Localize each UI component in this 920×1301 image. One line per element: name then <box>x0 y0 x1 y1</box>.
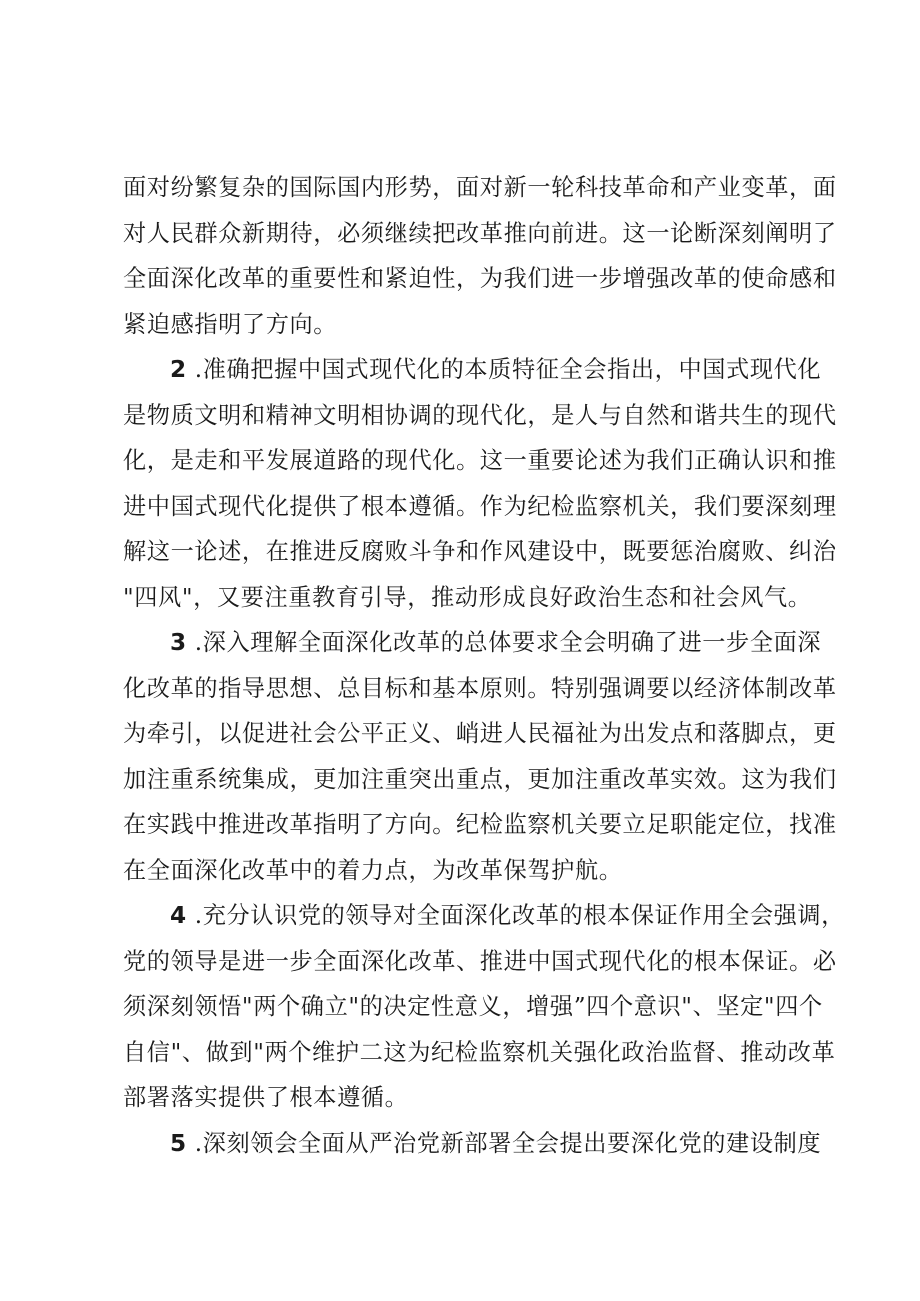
text-line: 紧迫感指明了方向。 <box>123 310 338 338</box>
text-line: 部署落实提供了根本遵循。 <box>123 1084 409 1111</box>
text-line: 化改革的指导思想、总目标和基本原则。特别强调要以经济体制改革 <box>123 674 837 702</box>
text-line: 解这一论述，在推进反腐败斗争和作风建设中，既要惩治腐败、纠治 <box>123 538 837 565</box>
paragraph-section-2 <box>123 347 837 620</box>
text-line <box>123 620 822 666</box>
text-line: 对人民群众新期待，必须继续把改革推向前进。这一论断深刻阐明了 <box>123 219 837 247</box>
section-number: 2 <box>170 356 187 383</box>
text-line: 在全面深化改革中的着力点，为改革保驾护航。 <box>123 856 623 884</box>
text-line: 全面深化改革的重要性和紧迫性，为我们进一步增强改革的使命感和 <box>123 265 837 292</box>
text-line <box>123 347 822 393</box>
section-number: 4 <box>170 902 187 929</box>
text-line: 是物质文明和精神文明相协调的现代化，是人与自然和谐共生的现代 <box>123 401 837 429</box>
text-line: 为牵引，以促进社会公平正义、峭进人民福祉为出发点和落脚点，更 <box>123 720 837 747</box>
paragraph-section-4 <box>123 893 845 1121</box>
section-heading-text: .充分认识党的领导对全面深化改革的根本保证作用全会强调， <box>194 902 845 929</box>
text-line <box>123 1121 822 1167</box>
text-line: 须深刻领悟"两个确立"的决定性意义，增强”四个意识"、坚定"四个 <box>123 993 823 1020</box>
text-line: 在实践中推进改革指明了方向。纪检监察机关要立足职能定位，找准 <box>123 811 837 838</box>
text-line: 加注重系统集成，更加注重突出重点，更加注重改革实效。这为我们 <box>123 765 837 793</box>
section-heading-text: .深刻领会全面从严治党新部署全会提出要深化党的建设制度 <box>194 1129 822 1157</box>
section-heading-text: .深入理解全面深化改革的总体要求全会明确了进一步全面深 <box>194 629 822 656</box>
document-body <box>123 165 845 1166</box>
paragraph-section-3 <box>123 620 837 893</box>
section-number: 5 <box>170 1129 187 1157</box>
text-line <box>123 893 845 939</box>
paragraph-section-5 <box>123 1121 822 1167</box>
paragraph-intro-continuation <box>123 165 837 347</box>
text-line: "四风"，又要注重教育引导，推动形成良好政治生态和社会风气。 <box>123 583 812 611</box>
text-line: 自信"、做到"两个维护二这为纪检监察机关强化政治监督、推动改革 <box>123 1038 836 1066</box>
section-heading-text: .准确把握中国式现代化的本质特征全会指出，中国式现代化 <box>194 356 822 383</box>
section-number: 3 <box>170 629 187 656</box>
text-line: 党的领导是进一步全面深化改革、推进中国式现代化的根本保证。必 <box>123 947 837 975</box>
text-line: 进中国式现代化提供了根本遵循。作为纪检监察机关，我们要深刻理 <box>123 492 837 520</box>
text-line: 化，是走和平发展道路的现代化。这一重要论述为我们正确认识和推 <box>123 447 837 474</box>
text-line: 面对纷繁复杂的国际国内形势，面对新一轮科技革命和产业变革，面 <box>123 174 837 201</box>
